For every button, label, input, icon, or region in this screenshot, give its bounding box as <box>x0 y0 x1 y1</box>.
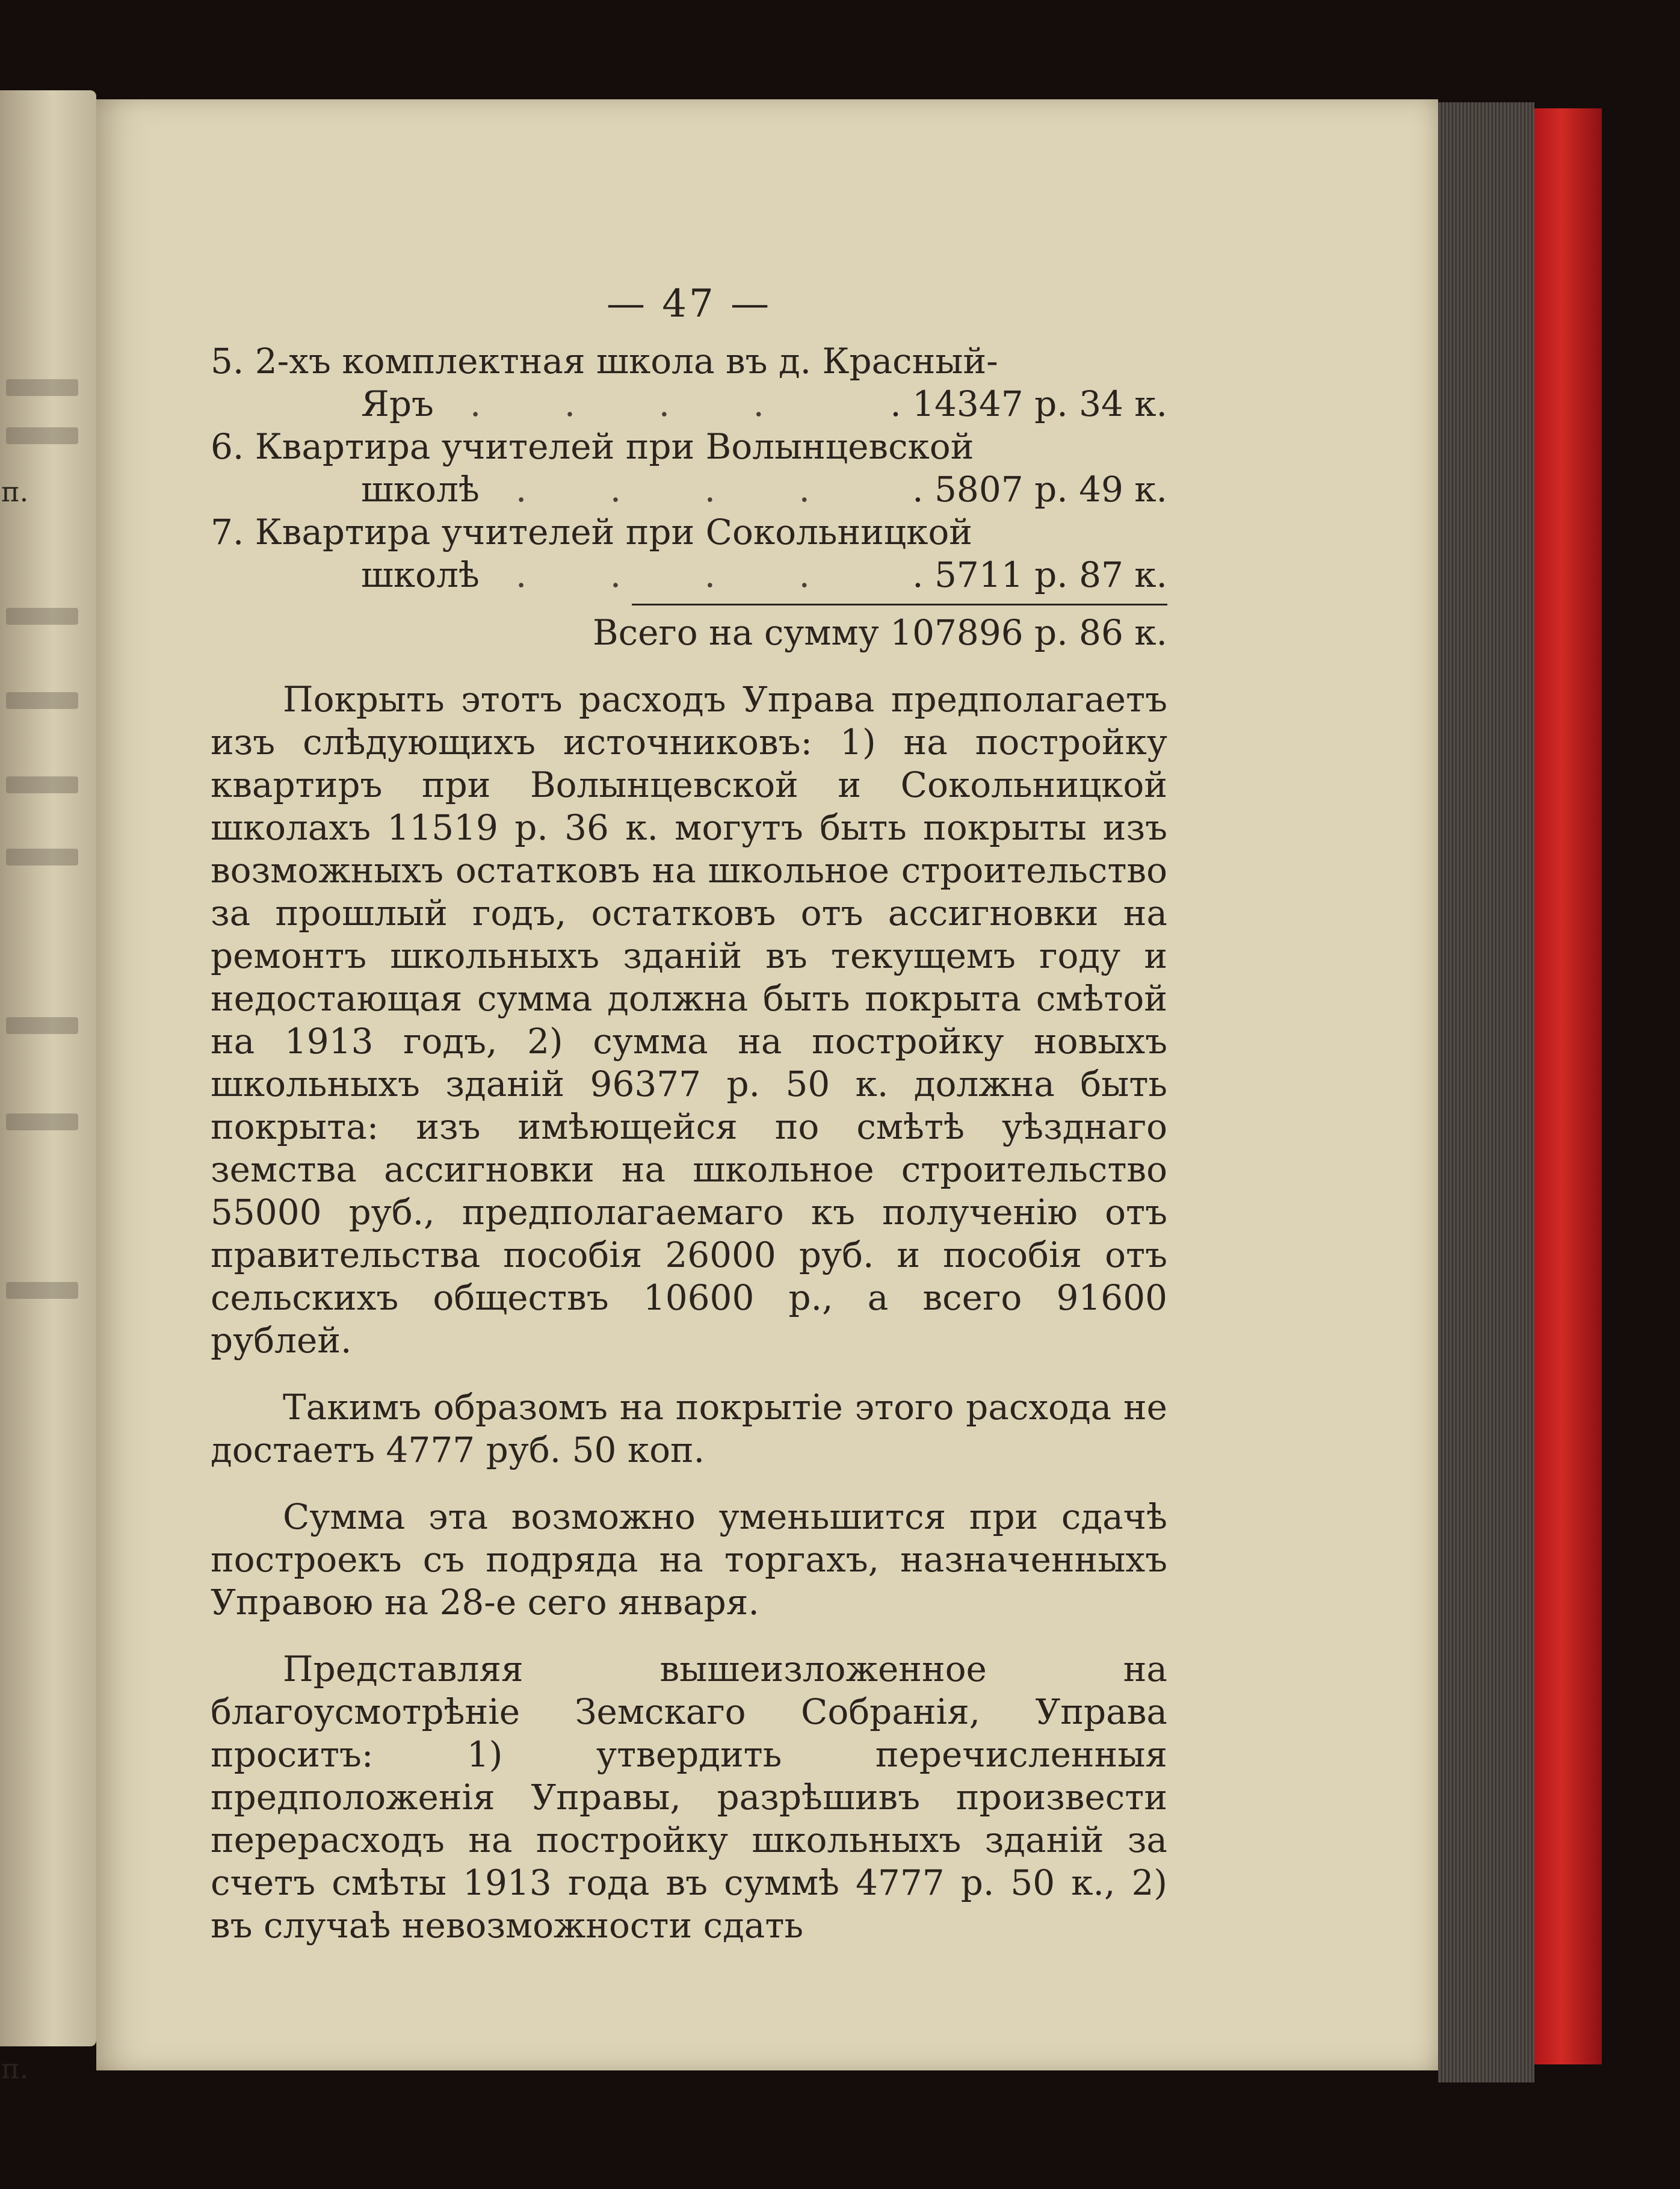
left-page-fragment: п. <box>1 2052 29 2085</box>
item-title: 6. Квартира учителей при Волынцевской <box>211 426 974 467</box>
item-title: 5. 2-хъ комплектная школа въ д. Красный- <box>211 341 998 382</box>
item-amount: . 14347 р. 34 к. <box>890 383 1167 424</box>
leader-dots: . . . . <box>515 469 846 510</box>
bleed-through-fragment <box>6 608 78 625</box>
item-continuation: школѣ <box>361 469 480 510</box>
item-continuation: школѣ <box>361 554 480 595</box>
bleed-through-fragment <box>6 692 78 709</box>
bleed-through-fragment <box>6 776 78 793</box>
list-item <box>211 340 1167 426</box>
book-cover-edge <box>1534 108 1602 2064</box>
page-number: — 47 — <box>606 282 772 326</box>
item-continuation: Яръ <box>361 383 434 424</box>
bleed-through-fragment <box>6 849 78 865</box>
item-amount: . 5711 р. 87 к. <box>912 554 1167 595</box>
paragraph: Покрыть этотъ расходъ Управа предполагаетъ изъ слѣдующихъ источниковъ: 1) на постройку квартиръ при Волынцевской и Сокольницкой школахъ 11519 р. 36 к. могутъ быть покрыты изъ возможныхъ остатковъ на школьное строительство за прошлый годъ, остатковъ отъ ассигновки на ремонтъ школьныхъ зданій въ текущемъ году и недостающая сумма должна быть покрыта смѣтой на 1913 годъ, 2) сумма на постройку новыхъ школьныхъ зданій 96377 р. 50 к. должна быть покрыта: изъ имѣющейся по смѣтѣ уѣзднаго земства ассигновки на школьное строительство 55000 руб., предполагаемаго къ полученію отъ правительства пособія 26000 руб. и пособія отъ сельскихъ обществъ 10600 р., а всего 91600 рублей. <box>211 679 1167 1361</box>
bleed-through-fragment <box>6 1113 78 1130</box>
list-item <box>211 426 1167 511</box>
bleed-through-fragment <box>6 379 78 396</box>
item-amount: . 5807 р. 49 к. <box>912 469 1167 510</box>
list-item <box>211 511 1167 596</box>
item-title: 7. Квартира учителей при Сокольницкой <box>211 512 972 553</box>
leader-dots: . . . . <box>469 383 800 424</box>
left-page-fragment: п. <box>1 475 29 508</box>
paragraph: Представляя вышеизложенное на благоусмотрѣніе Земскаго Собранія, Управа проситъ: 1) утвердить перечисленныя предположенія Управы, разрѣшивъ произвести перерасходъ на постройку школьныхъ зданій за счетъ смѣты 1913 года въ суммѣ 4777 р. 50 к., 2) въ случаѣ невозможности сдать <box>211 1649 1167 1946</box>
previous-page-edge <box>0 90 96 2085</box>
paragraph: Сумма эта возможно уменьшится при сдачѣ построекъ съ подряда на торгахъ, назначенныхъ Управою на 28-е сего января. <box>211 1496 1167 1623</box>
page-text <box>211 283 1167 1971</box>
book-fore-edge <box>1438 102 1534 2082</box>
bleed-through-fragment <box>6 1282 78 1299</box>
sum-rule <box>632 604 1167 605</box>
total-line: Всего на сумму 107896 р. 86 к. <box>592 612 1167 653</box>
bleed-through-fragment <box>6 1017 78 1034</box>
leader-dots: . . . . <box>515 554 846 595</box>
paragraph: Такимъ образомъ на покрытіе этого расхода не достаетъ 4777 руб. 50 коп. <box>211 1387 1167 1470</box>
bleed-through-fragment <box>6 427 78 444</box>
